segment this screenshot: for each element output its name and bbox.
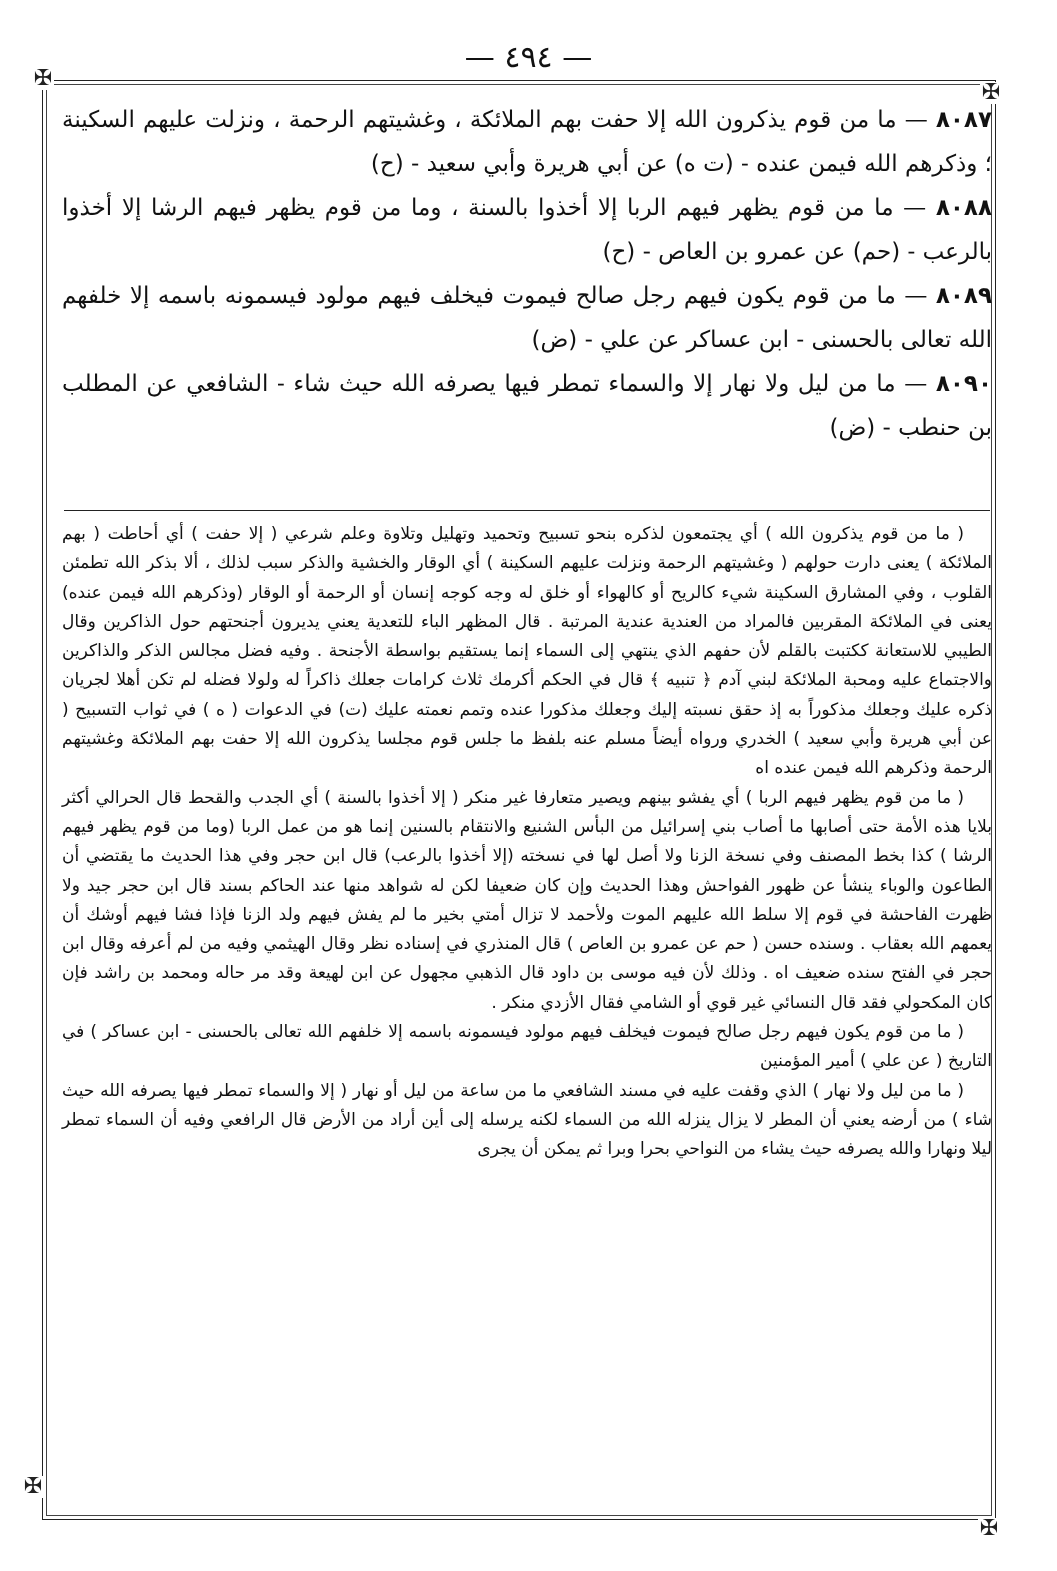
hadith-entry: ٨٠٨٧ — ما من قوم يذكرون الله إلا حفت بهم الملائكة ، وغشيتهم الرحمة ، ونزلت عليهم السكينة ؛ وذكرهم الله فيمن عنده - (ت ه) عن أبي هريرة وأبي سعيد - (ح) [62, 107, 992, 177]
corner-ornament-icon: ✠ [979, 1516, 999, 1541]
hadith-number: ٨٠٨٨ [935, 195, 992, 221]
hadith-number: ٨٠٨٧ [935, 107, 992, 133]
hadith-number: ٨٠٨٩ [935, 283, 993, 309]
hadith-entry: ٨٠٨٨ — ما من قوم يظهر فيهم الربا إلا أخذوا بالسنة ، وما من قوم يظهر فيهم الرشا إلا أخذوا بالرعب - (حم) عن عمرو بن العاص - (ح) [62, 195, 992, 265]
commentary-paragraph: ( ما من قوم يظهر فيهم الربا ) أي يفشو بينهم ويصير متعارفا غير منكر ( إلا أخذوا بالسنة ) أي الجدب والقحط قال الحرالي أكثر بلايا هذه الأمة حتى أصابها ما أصاب بني إسرائيل من البأس الشنيع والانتقام بالسنين إنما هو من عمل الربا (وما من قوم يظهر فيهم الرشا ) كذا بخط المصنف وفي نسخة الزنا ولا أصل لها في نسخته (إلا أخذوا بالرعب) قال ابن حجر وفي هذا الحديث ما يقتضي أن الطاعون والوباء ينشأ عن ظهور الفواحش وهذا الحديث وإن كان ضعيفا لكن له شواهد منها عند الحاكم بسند قال ابن حجر جيد ولا ظهرت الفاحشة في قوم إلا سلط الله عليهم الموت ولأحمد لا تزال أمتي بخير ما لم يفش فيهم ولد الزنا فإذا فشا فيهم أوشك أن يعمهم الله بعقاب . وسنده حسن ( حم عن عمرو بن العاص ) قال المنذري في إسناده نظر وقال الهيثمي وفيه من لم أعرفه وقال ابن حجر في الفتح سنده ضعيف اه . وذلك لأن فيه موسى بن داود قال الذهبي مجهول عن ابن لهيعة وقد مر حاله ومحمد بن راشد فإن كان المكحولي فقد قال النسائي غير قوي أو الشامي فقال الأزدي منكر . [62, 787, 992, 1013]
commentary-section [62, 520, 992, 1165]
corner-ornament-icon: ✠ [33, 66, 53, 91]
page-number: — ٤٩٤ — [464, 40, 593, 75]
hadith-text: ما من ليل ولا نهار إلا والسماء تمطر فيها يصرفه الله حيث شاء [293, 371, 896, 397]
commentary-paragraph: ( ما من قوم يكون فيهم رجل صالح فيموت فيخلف فيهم مولود فيسمونه باسمه إلا خلفهم الله تعالى بالحسنى - ابن عساكر ) في التاريخ ( عن علي ) أمير المؤمنين [62, 1022, 992, 1072]
hadith-entry: ٨٠٩٠ — ما من ليل ولا نهار إلا والسماء تمطر فيها يصرفه الله حيث شاء - الشافعي عن المطلب بن حنطب - (ض) [62, 371, 992, 441]
hadith-source: (ت ه) عن أبي هريرة وأبي سعيد - (ح) [370, 151, 734, 177]
hadith-texts [62, 98, 992, 450]
hadith-text: ما من قوم يكون فيهم رجل صالح فيموت فيخلف فيهم مولود فيسمونه باسمه إلا خلفهم الله تعالى بالحسنى [62, 283, 992, 353]
commentary-paragraph: ( ما من قوم يذكرون الله ) أي يجتمعون لذكره بنحو تسبيح وتحميد وتهليل وتلاوة وعلم شرعي ( إلا حفت ) أي أحاطت ( بهم الملائكة ) يعنى دارت حولهم ( وغشيتهم الرحمة ونزلت عليهم السكينة ) أي الوقار والخشية والذكر سبب لذلك ، ألا بذكر الله تطمئن القلوب ، وفي المشارق السكينة شيء كالريح أو كالهواء أو خلق له وجه كوجه إنسان أو الرحمة أو الوقار (وذكرهم الله فيمن عنده) يعنى في الملائكة المقربين فالمراد من العندية عندية المرتبة . قال المظهر الباء للتعدية يعني يديرون أجنحتهم حول الذاكرين وقال الطيبي للاستعانة ككتبت بالقلم لأن حفهم الذي ينتهي إلى السماء إنما يستقيم بواسطة الأجنحة . وفيه فضل مجالس الذكر والذاكرين والاجتماع عليه ومحبة الملائكة لبني آدم ﴿ تنبيه ﴾ قال في الحكم أكرمك ثلاث كرامات جعلك ذاكراً له ولولا فضله لم تكن أهلا لجريان ذكره عليك وجعلك مذكوراً به إذ حقق نسبته إليك وجعلك مذكورا عنده وتمم نعمته عليك (ت) في الدعوات ( ه ) في ثواب التسبيح ( عن أبي هريرة وأبي سعيد ) الخدري ورواه أيضاً مسلم عنه بلفظ ما جلس قوم مجلسا يذكرون الله إلا حفت بهم الملائكة وغشيتهم الرحمة وذكرهم الله فيمن عنده اه [62, 524, 992, 779]
hadith-text: ما من قوم يذكرون الله إلا حفت بهم الملائكة ، وغشيتهم الرحمة ، ونزلت عليهم السكينة ؛ وذكرهم الله فيمن عنده [62, 107, 992, 177]
hadith-source: (حم) عن عمرو بن العاص - (ح) [602, 239, 901, 265]
corner-ornament-icon: ✠ [981, 80, 1001, 105]
hadith-source: ابن عساكر عن علي - (ض) [531, 327, 790, 353]
hadith-entry: ٨٠٨٩ — ما من قوم يكون فيهم رجل صالح فيموت فيخلف فيهم مولود فيسمونه باسمه إلا خلفهم الله تعالى بالحسنى - ابن عساكر عن علي - (ض) [62, 283, 993, 353]
hadith-source: الشافعي عن المطلب بن حنطب - (ض) [62, 371, 992, 441]
corner-ornament-icon: ✠ [23, 1474, 43, 1499]
text-separator-line [64, 510, 990, 511]
commentary-paragraph: ( ما من ليل ولا نهار ) الذي وقفت عليه في مسند الشافعي ما من ساعة من ليل أو نهار ( إلا والسماء تمطر فيها يصرفه الله حيث شاء ) من أرضه يعني أن المطر لا يزال ينزله الله من السماء لكنه يرسله إلى أين أراد من الأرض قال الرافعي وفيه أن السماء تمطر ليلا ونهارا والله يصرفه حيث يشاء من النواحي بحرا وبرا ثم يمكن أن يجرى [62, 1080, 992, 1160]
hadith-text: ما من قوم يظهر فيهم الربا إلا أخذوا بالسنة ، وما من قوم يظهر فيهم الرشا إلا أخذوا بالرعب [62, 195, 992, 265]
hadith-number: ٨٠٩٠ [935, 371, 992, 397]
